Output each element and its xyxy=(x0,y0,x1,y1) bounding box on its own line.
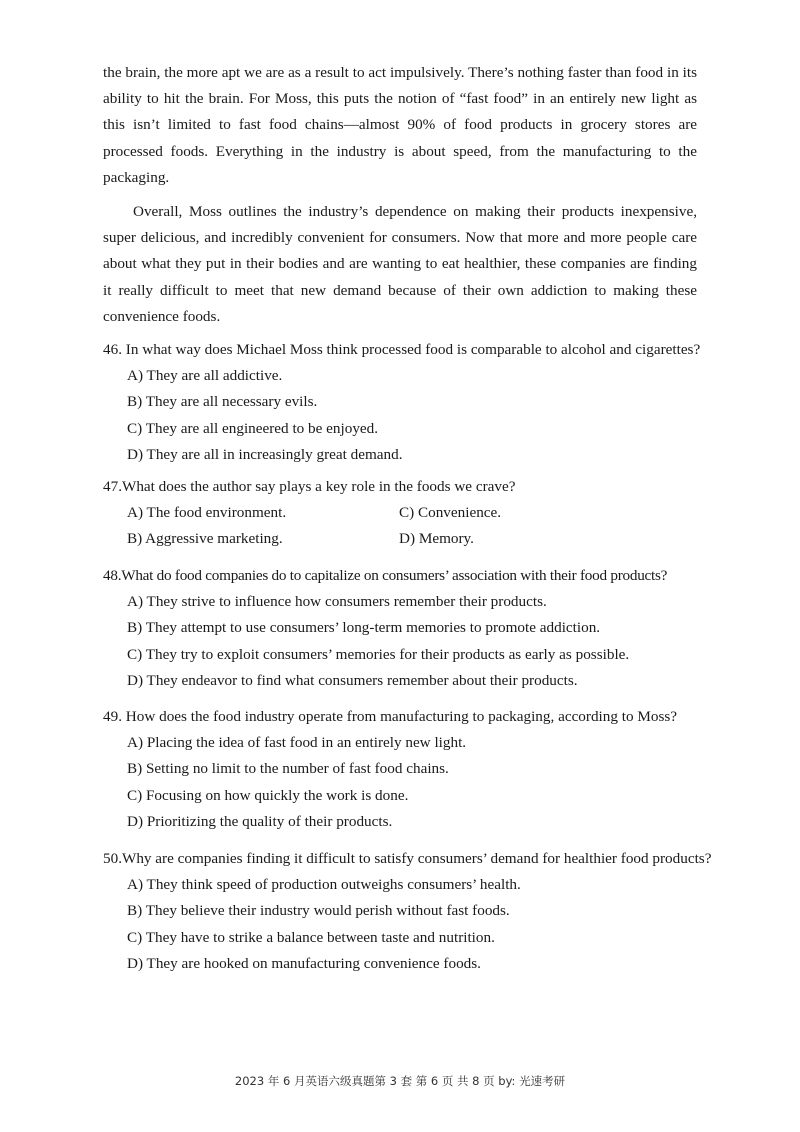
option-d: D) They endeavor to find what consumers remember about their products. xyxy=(127,671,578,689)
option-c: C) They are all engineered to be enjoyed. xyxy=(127,419,379,437)
question-49 xyxy=(103,704,718,835)
option-b: B) They attempt to use consumers’ long-term memories to promote addiction. xyxy=(127,619,601,637)
option-grid xyxy=(127,500,718,552)
question-stem: 49. How does the food industry operate from manufacturing to packaging, according to Moss? xyxy=(103,708,678,725)
question-47 xyxy=(103,474,718,553)
option-a: A) The food environment. xyxy=(127,504,287,522)
option-d: D) They are hooked on manufacturing convenience foods. xyxy=(127,954,481,972)
question-stem: 46. In what way does Michael Moss think processed food is comparable to alcohol and cigarettes? xyxy=(103,341,701,358)
option-d: D) Memory. xyxy=(399,530,474,548)
option-c: C) They have to strike a balance between taste and nutrition. xyxy=(127,928,495,946)
option-a: A) Placing the idea of fast food in an entirely new light. xyxy=(127,734,467,752)
page-footer: 2023 年 6 月英语六级真题第 3 套 第 6 页 共 8 页 by: 光速考研 xyxy=(234,1074,566,1088)
option-c: C) Convenience. xyxy=(399,504,502,522)
option-a: A) They are all addictive. xyxy=(127,367,283,385)
option-a: A) They think speed of production outweighs consumers’ health. xyxy=(127,876,521,894)
passage-paragraph-2: Overall, Moss outlines the industry’s dependence on making their products inexpensive, super delicious, and incredibly convenient for consumers. Now that more and more people care about what they put in their bodies and are wanting to eat healthier, these companies are finding it really difficult to meet that new demand because of their own addiction to making these convenience foods. xyxy=(103,203,697,325)
question-stem: 47.What does the author say plays a key role in the foods we crave? xyxy=(103,478,516,495)
option-b: B) Aggressive marketing. xyxy=(127,530,283,548)
option-b: B) They believe their industry would perish without fast foods. xyxy=(127,902,510,920)
question-46 xyxy=(103,337,718,468)
question-stem: 50.Why are companies finding it difficult to satisfy consumers’ demand for healthier food products? xyxy=(103,850,712,867)
option-a: A) They strive to influence how consumers remember their products. xyxy=(127,593,547,611)
option-d: D) Prioritizing the quality of their products. xyxy=(127,812,393,830)
option-b: B) Setting no limit to the number of fast food chains. xyxy=(127,760,449,778)
option-c: C) Focusing on how quickly the work is done. xyxy=(127,786,409,804)
passage-paragraph-1: the brain, the more apt we are as a result to act impulsively. There’s nothing faster than food in its ability to hit the brain. For Moss, this puts the notion of “fast food” in an entirely new light as this isn’t limited to fast food chains—almost 90% of food products in grocery stores are processed foods. Everything in the industry is about speed, from the manufacturing to the packaging. xyxy=(103,64,697,186)
question-50 xyxy=(103,846,718,977)
question-stem: 48.What do food companies do to capitalize on consumers’ association with their food products? xyxy=(103,567,668,584)
option-b: B) They are all necessary evils. xyxy=(127,393,318,411)
question-48 xyxy=(103,563,718,694)
option-d: D) They are all in increasingly great demand. xyxy=(127,445,403,463)
option-c: C) They try to exploit consumers’ memories for their products as early as possible. xyxy=(127,645,630,663)
